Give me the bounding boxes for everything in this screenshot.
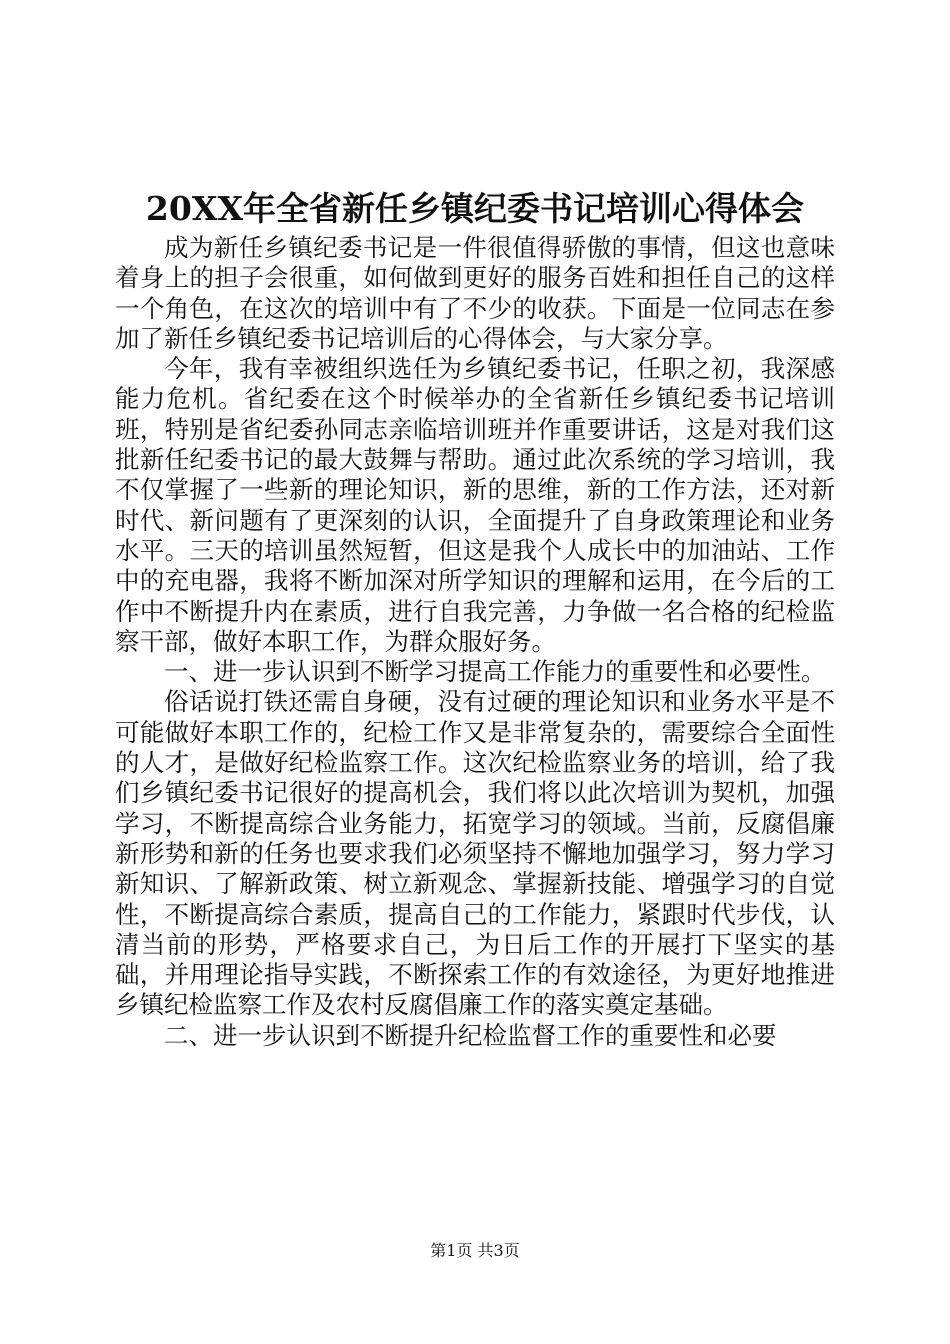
document-body — [115, 233, 835, 1051]
page-number-footer: 第1页 共3页 — [430, 1241, 520, 1260]
document-title: 20XX年全省新任乡镇纪委书记培训心得体会 — [145, 189, 805, 228]
paragraph-intro: 成为新任乡镇纪委书记是一件很值得骄傲的事情，但这也意味着身上的担子会很重，如何做到更好的服务百姓和担任自己的这样一个角色，在这次的培训中有了不少的收获。下面是一位同志在参加了新任乡镇纪委书记培训后的心得体会，与大家分享。 — [115, 233, 835, 353]
paragraph-main: 今年，我有幸被组织选任为乡镇纪委书记，任职之初，我深感能力危机。省纪委在这个时候举办的全省新任乡镇纪委书记培训班，特别是省纪委孙同志亲临培训班并作重要讲话，这是对我们这批新任纪委书记的最大鼓舞与帮助。通过此次系统的学习培训，我不仅掌握了一些新的理论知识，新的思维，新的工作方法，还对新时代、新问题有了更深刻的认识，全面提升了自身政策理论和业务水平。三天的培训虽然短暂，但这是我个人成长中的加油站、工作中的充电器，我将不断加深对所学知识的理解和运用，在今后的工作中不断提升内在素质，进行自我完善，力争做一名合格的纪检监察干部，做好本职工作，为群众服好务。 — [115, 354, 835, 656]
section-heading-2: 二、进一步认识到不断提升纪检监督工作的重要性和必要 — [164, 1020, 777, 1050]
paragraph-section-1: 俗话说打铁还需自身硬，没有过硬的理论知识和业务水平是不可能做好本职工作的，纪检工作又是非常复杂的，需要综合全面性的人才，是做好纪检监察工作。这次纪检监察业务的培训，给了我们乡镇纪委书记很好的提高机会，我们将以此次培训为契机，加强学习，不断提高综合业务能力，拓宽学习的领域。当前，反腐倡廉新形势和新的任务也要求我们必须坚持不懈地加强学习，努力学习新知识、了解新政策、树立新观念、掌握新技能、增强学习的自觉性，不断提高综合素质，提高自己的工作能力，紧跟时代步伐，认清当前的形势，严格要求自己，为日后工作的开展打下坚实的基础，并用理论指导实践，不断探索工作的有效途径，为更好地推进乡镇纪检监察工作及农村反腐倡廉工作的落实奠定基础。 — [115, 687, 835, 1020]
section-heading-1: 一、进一步认识到不断学习提高工作能力的重要性和必要性。 — [164, 657, 826, 687]
